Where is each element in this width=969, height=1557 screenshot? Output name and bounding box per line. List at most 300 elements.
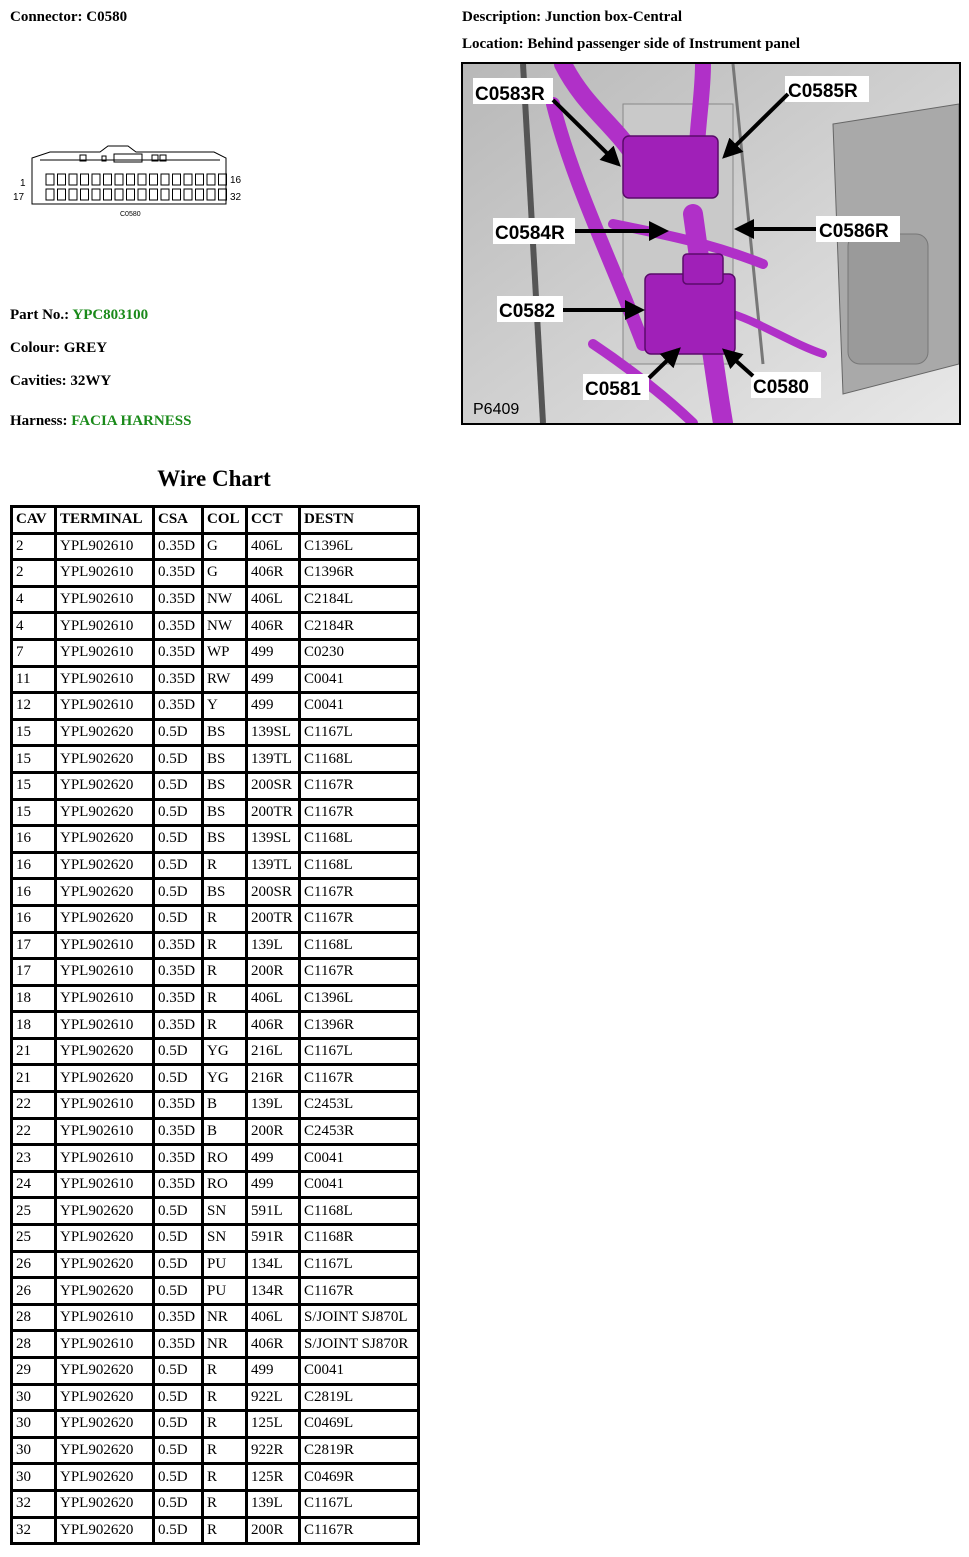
location-label: Location: (462, 36, 524, 52)
pin-cavity-23 (115, 189, 123, 200)
cell-csa: 0.5D (155, 1359, 204, 1386)
cell-col: BS (204, 774, 248, 801)
cell-destn: C1168L (301, 854, 417, 881)
cell-csa: 0.5D (155, 721, 204, 748)
pin-label-17: 17 (13, 192, 25, 203)
cell-cct: 591R (248, 1226, 301, 1253)
table-row (13, 1332, 417, 1359)
pin-cavity-29 (184, 189, 192, 200)
connector-label: Connector: (10, 9, 83, 25)
cell-csa: 0.35D (155, 1306, 204, 1333)
cell-terminal: YPL902620 (57, 774, 155, 801)
pin-cavity-6 (104, 174, 112, 185)
cell-destn: C0041 (301, 1173, 417, 1200)
cell-cav: 30 (13, 1439, 57, 1466)
cell-cct: 200SR (248, 880, 301, 907)
cell-destn: C0041 (301, 1146, 417, 1173)
pin-cavity-2 (58, 174, 66, 185)
cell-destn: C2819R (301, 1439, 417, 1466)
cell-cav: 4 (13, 614, 57, 641)
cell-destn: C1167R (301, 880, 417, 907)
part-no-label: Part No.: (10, 307, 70, 323)
cell-csa: 0.5D (155, 1386, 204, 1413)
cell-terminal: YPL902610 (57, 1332, 155, 1359)
cell-cct: 200R (248, 1120, 301, 1147)
cell-cav: 32 (13, 1492, 57, 1519)
cell-terminal: YPL902610 (57, 1013, 155, 1040)
svg-text:C0583R: C0583R (475, 84, 545, 105)
cell-cav: 30 (13, 1412, 57, 1439)
cell-col: RO (204, 1173, 248, 1200)
cell-cav: 26 (13, 1253, 57, 1280)
table-row (13, 987, 417, 1014)
cell-terminal: YPL902610 (57, 535, 155, 562)
cell-destn: C1167R (301, 1279, 417, 1306)
cell-destn: C2453L (301, 1093, 417, 1120)
cell-cct: 139L (248, 1093, 301, 1120)
svg-text:C0584R: C0584R (495, 223, 565, 244)
cell-cct: 406L (248, 535, 301, 562)
cell-col: R (204, 1492, 248, 1519)
cell-terminal: YPL902620 (57, 1040, 155, 1067)
cell-csa: 0.5D (155, 854, 204, 881)
cell-csa: 0.5D (155, 907, 204, 934)
cell-csa: 0.5D (155, 880, 204, 907)
svg-text:C0581: C0581 (585, 379, 641, 400)
connector-field (10, 9, 127, 26)
cavities-label: Cavities: (10, 373, 67, 389)
cell-cav: 16 (13, 827, 57, 854)
cell-cav: 30 (13, 1465, 57, 1492)
cell-cct: 216L (248, 1040, 301, 1067)
cell-cav: 15 (13, 801, 57, 828)
cell-cct: 125R (248, 1465, 301, 1492)
location-field (462, 36, 800, 53)
cell-terminal: YPL902620 (57, 1359, 155, 1386)
junction-box-illustration (463, 64, 959, 423)
cell-cav: 32 (13, 1519, 57, 1543)
table-row (13, 960, 417, 987)
table-row (13, 1439, 417, 1466)
pin-cavity-19 (69, 189, 77, 200)
table-row (13, 641, 417, 668)
cell-terminal: YPL902620 (57, 1226, 155, 1253)
cell-cct: 139SL (248, 721, 301, 748)
cell-cav: 16 (13, 880, 57, 907)
cell-csa: 0.5D (155, 801, 204, 828)
pin-cavity-10 (150, 174, 158, 185)
pin-cavity-20 (81, 189, 89, 200)
cell-cav: 23 (13, 1146, 57, 1173)
cell-cav: 18 (13, 1013, 57, 1040)
cell-terminal: YPL902620 (57, 1492, 155, 1519)
cell-destn: C0230 (301, 641, 417, 668)
cell-col: R (204, 1412, 248, 1439)
table-row (13, 880, 417, 907)
cell-terminal: YPL902610 (57, 1146, 155, 1173)
pin-label-16: 16 (230, 175, 242, 186)
cell-col: BS (204, 880, 248, 907)
cell-destn: C1167L (301, 1040, 417, 1067)
cell-terminal: YPL902610 (57, 934, 155, 961)
pin-cavity-22 (104, 189, 112, 200)
cell-cct: 591L (248, 1199, 301, 1226)
cell-col: WP (204, 641, 248, 668)
table-row (13, 1386, 417, 1413)
table-row (13, 1279, 417, 1306)
cell-terminal: YPL902610 (57, 1120, 155, 1147)
cell-cct: 922R (248, 1439, 301, 1466)
table-row (13, 827, 417, 854)
cell-terminal: YPL902610 (57, 641, 155, 668)
cell-terminal: YPL902620 (57, 1199, 155, 1226)
svg-text:C0585R: C0585R (788, 81, 858, 102)
cell-csa: 0.5D (155, 774, 204, 801)
cell-cct: 406R (248, 1332, 301, 1359)
cell-destn: C2184R (301, 614, 417, 641)
cell-cct: 499 (248, 694, 301, 721)
pin-cavity-11 (161, 174, 169, 185)
cell-col: RO (204, 1146, 248, 1173)
cell-csa: 0.35D (155, 694, 204, 721)
cell-col: G (204, 561, 248, 588)
cell-terminal: YPL902610 (57, 1173, 155, 1200)
colour-field (10, 340, 107, 357)
pin-cavity-12 (173, 174, 181, 185)
cell-destn: C1168L (301, 747, 417, 774)
pin-cavity-28 (173, 189, 181, 200)
colour-label: Colour: (10, 340, 60, 356)
header-cct: CCT (248, 508, 301, 535)
cell-destn: C0041 (301, 668, 417, 695)
cell-col: B (204, 1093, 248, 1120)
cell-col: R (204, 1386, 248, 1413)
cell-col: NW (204, 614, 248, 641)
table-row (13, 1412, 417, 1439)
cell-col: PU (204, 1279, 248, 1306)
table-row (13, 854, 417, 881)
table-row (13, 907, 417, 934)
cell-csa: 0.35D (155, 1146, 204, 1173)
cell-terminal: YPL902610 (57, 694, 155, 721)
cell-cct: 406R (248, 1013, 301, 1040)
cell-col: R (204, 1439, 248, 1466)
connector-value: C0580 (86, 9, 128, 25)
cell-col: Y (204, 694, 248, 721)
cell-cct: 139TL (248, 747, 301, 774)
cell-terminal: YPL902610 (57, 1093, 155, 1120)
cell-cct: 134R (248, 1279, 301, 1306)
cell-csa: 0.5D (155, 1465, 204, 1492)
cell-destn: C1168L (301, 934, 417, 961)
table-row (13, 1199, 417, 1226)
cell-terminal: YPL902620 (57, 827, 155, 854)
pin-cavity-30 (196, 189, 204, 200)
cell-cav: 15 (13, 747, 57, 774)
cell-terminal: YPL902610 (57, 614, 155, 641)
cell-destn: S/JOINT SJ870L (301, 1306, 417, 1333)
cell-col: YG (204, 1066, 248, 1093)
cell-cav: 12 (13, 694, 57, 721)
cell-cav: 2 (13, 561, 57, 588)
table-row (13, 668, 417, 695)
cell-cct: 134L (248, 1253, 301, 1280)
cell-cav: 7 (13, 641, 57, 668)
cell-destn: C1167L (301, 1253, 417, 1280)
pin-cavity-13 (184, 174, 192, 185)
cell-terminal: YPL902620 (57, 1066, 155, 1093)
cell-terminal: YPL902620 (57, 880, 155, 907)
cell-terminal: YPL902620 (57, 1386, 155, 1413)
harness-label: Harness: (10, 413, 68, 429)
cell-csa: 0.5D (155, 827, 204, 854)
cell-destn: C1167R (301, 774, 417, 801)
table-row (13, 1492, 417, 1519)
cell-csa: 0.35D (155, 668, 204, 695)
cell-col: BS (204, 721, 248, 748)
cell-destn: C0041 (301, 1359, 417, 1386)
cell-terminal: YPL902620 (57, 721, 155, 748)
cell-cct: 406L (248, 588, 301, 615)
cell-cav: 21 (13, 1040, 57, 1067)
cell-csa: 0.35D (155, 588, 204, 615)
header-col: COL (204, 508, 248, 535)
cell-cct: 139SL (248, 827, 301, 854)
cell-csa: 0.5D (155, 1040, 204, 1067)
cell-cav: 21 (13, 1066, 57, 1093)
pin-cavity-17 (46, 189, 54, 200)
cell-csa: 0.35D (155, 641, 204, 668)
cell-csa: 0.35D (155, 614, 204, 641)
cell-col: R (204, 1519, 248, 1543)
cell-cct: 216R (248, 1066, 301, 1093)
cell-col: R (204, 1465, 248, 1492)
cell-col: G (204, 535, 248, 562)
table-row (13, 1093, 417, 1120)
pin-cavity-1 (46, 174, 54, 185)
cell-terminal: YPL902620 (57, 1519, 155, 1543)
cell-csa: 0.5D (155, 1439, 204, 1466)
cell-cct: 139L (248, 934, 301, 961)
pin-cavity-7 (115, 174, 123, 185)
cell-cav: 18 (13, 987, 57, 1014)
cell-csa: 0.5D (155, 1492, 204, 1519)
header-terminal: TERMINAL (57, 508, 155, 535)
cell-terminal: YPL902620 (57, 801, 155, 828)
cell-csa: 0.5D (155, 1253, 204, 1280)
cell-cav: 22 (13, 1120, 57, 1147)
cell-destn: C2184L (301, 588, 417, 615)
table-row (13, 1146, 417, 1173)
cell-destn: S/JOINT SJ870R (301, 1332, 417, 1359)
pin-cavity-14 (196, 174, 204, 185)
cell-terminal: YPL902620 (57, 1465, 155, 1492)
svg-text:C0586R: C0586R (819, 221, 889, 242)
connector-view-label: C0580 (120, 211, 141, 218)
cell-csa: 0.35D (155, 535, 204, 562)
cell-cct: 499 (248, 1173, 301, 1200)
cell-cct: 499 (248, 668, 301, 695)
cell-col: SN (204, 1199, 248, 1226)
table-row (13, 1066, 417, 1093)
cell-terminal: YPL902620 (57, 907, 155, 934)
pin-cavity-21 (92, 189, 100, 200)
cell-col: RW (204, 668, 248, 695)
cell-col: BS (204, 801, 248, 828)
cell-destn: C1167R (301, 907, 417, 934)
table-row (13, 934, 417, 961)
pin-cavity-16 (219, 174, 227, 185)
part-no-field (10, 307, 148, 324)
cell-csa: 0.35D (155, 987, 204, 1014)
cavities-value: 32WY (70, 373, 112, 389)
table-row (13, 1013, 417, 1040)
cell-destn: C1396R (301, 561, 417, 588)
pin-cavity-18 (58, 189, 66, 200)
cell-cct: 139TL (248, 854, 301, 881)
table-row (13, 588, 417, 615)
table-row (13, 1359, 417, 1386)
cell-col: R (204, 987, 248, 1014)
cell-csa: 0.5D (155, 1519, 204, 1543)
cell-destn: C1167L (301, 721, 417, 748)
cell-col: YG (204, 1040, 248, 1067)
cell-cav: 25 (13, 1199, 57, 1226)
cell-csa: 0.35D (155, 1093, 204, 1120)
cell-destn: C1396R (301, 1013, 417, 1040)
cell-cav: 25 (13, 1226, 57, 1253)
harness-value[interactable]: FACIA HARNESS (71, 413, 192, 429)
cell-csa: 0.5D (155, 1279, 204, 1306)
cell-destn: C1396L (301, 987, 417, 1014)
table-row (13, 614, 417, 641)
pin-cavity-4 (81, 174, 89, 185)
cell-col: PU (204, 1253, 248, 1280)
colour-value: GREY (63, 340, 108, 356)
cell-terminal: YPL902610 (57, 561, 155, 588)
cell-destn: C2819L (301, 1386, 417, 1413)
cell-terminal: YPL902610 (57, 668, 155, 695)
cell-col: R (204, 1359, 248, 1386)
cell-col: R (204, 854, 248, 881)
cell-csa: 0.35D (155, 1013, 204, 1040)
cell-cav: 22 (13, 1093, 57, 1120)
svg-text:C0582: C0582 (499, 301, 555, 322)
cell-cav: 11 (13, 668, 57, 695)
pin-cavity-8 (127, 174, 135, 185)
table-row (13, 747, 417, 774)
description-value: Junction box-Central (544, 9, 682, 25)
cell-destn: C1167R (304, 1521, 354, 1538)
wire-chart-table (10, 505, 420, 1545)
cell-cav: 16 (13, 907, 57, 934)
table-row (13, 801, 417, 828)
cell-col: NR (204, 1332, 248, 1359)
cell-csa: 0.35D (155, 1173, 204, 1200)
cell-col: BS (204, 827, 248, 854)
table-row (13, 1226, 417, 1253)
cell-terminal: YPL902610 (57, 960, 155, 987)
table-row (13, 1040, 417, 1067)
cell-col: NR (204, 1306, 248, 1333)
cell-terminal: YPL902610 (57, 1306, 155, 1333)
cell-col: R (204, 1013, 248, 1040)
harness-field (10, 413, 191, 430)
cell-destn: C0041 (301, 694, 417, 721)
cell-terminal: YPL902610 (57, 588, 155, 615)
cell-col: B (204, 1120, 248, 1147)
svg-text:C0580: C0580 (753, 377, 809, 398)
cell-csa: 0.35D (155, 561, 204, 588)
cell-terminal: YPL902620 (57, 1439, 155, 1466)
pin-cavity-15 (207, 174, 215, 185)
cell-csa: 0.35D (155, 1120, 204, 1147)
cell-cav: 2 (13, 535, 57, 562)
description-label: Description: (462, 9, 542, 25)
cell-destn: C2453R (301, 1120, 417, 1147)
cell-col: R (204, 934, 248, 961)
cell-destn: C1168R (301, 1226, 417, 1253)
header-csa: CSA (155, 508, 204, 535)
cell-cct: 406R (248, 561, 301, 588)
cell-cct: 406L (248, 987, 301, 1014)
cell-csa: 0.35D (155, 934, 204, 961)
pin-cavity-3 (69, 174, 77, 185)
cell-csa: 0.5D (155, 747, 204, 774)
part-no-value[interactable]: YPC803100 (72, 307, 149, 323)
pin-cavity-25 (138, 189, 146, 200)
cell-cav: 16 (13, 854, 57, 881)
pin-cavity-9 (138, 174, 146, 185)
table-row (13, 774, 417, 801)
cell-col: R (204, 960, 248, 987)
cell-cav: 28 (13, 1306, 57, 1333)
cell-destn: C0469L (301, 1412, 417, 1439)
cell-cav: 17 (13, 960, 57, 987)
cell-csa: 0.5D (155, 1199, 204, 1226)
cell-cct: 200R (248, 1519, 301, 1543)
cell-cct: 200TR (248, 801, 301, 828)
table-row (13, 535, 417, 562)
pin-cavity-27 (161, 189, 169, 200)
table-row (13, 721, 417, 748)
cell-cav: 15 (13, 774, 57, 801)
cell-terminal: YPL902620 (57, 1412, 155, 1439)
cell-col: BS (204, 747, 248, 774)
cell-cct: 200R (248, 960, 301, 987)
cell-destn: C1168L (301, 1199, 417, 1226)
cell-destn: C1167R (301, 801, 417, 828)
table-header-row (13, 508, 417, 535)
cell-destn: C1396L (301, 535, 417, 562)
cell-terminal: YPL902610 (57, 987, 155, 1014)
cell-terminal: YPL902620 (57, 747, 155, 774)
cell-cav: 30 (13, 1386, 57, 1413)
cell-cav: 15 (13, 721, 57, 748)
cell-col: SN (204, 1226, 248, 1253)
cell-cav: 28 (13, 1332, 57, 1359)
cell-terminal: YPL902620 (57, 854, 155, 881)
cell-destn: C1168L (301, 827, 417, 854)
cell-csa: 0.5D (155, 1226, 204, 1253)
cell-terminal: YPL902620 (57, 1279, 155, 1306)
table-row (13, 1306, 417, 1333)
pin-cavity-31 (207, 189, 215, 200)
table-row (13, 561, 417, 588)
pin-label-1: 1 (20, 178, 26, 189)
table-row (13, 1465, 417, 1492)
cell-cct: 200SR (248, 774, 301, 801)
